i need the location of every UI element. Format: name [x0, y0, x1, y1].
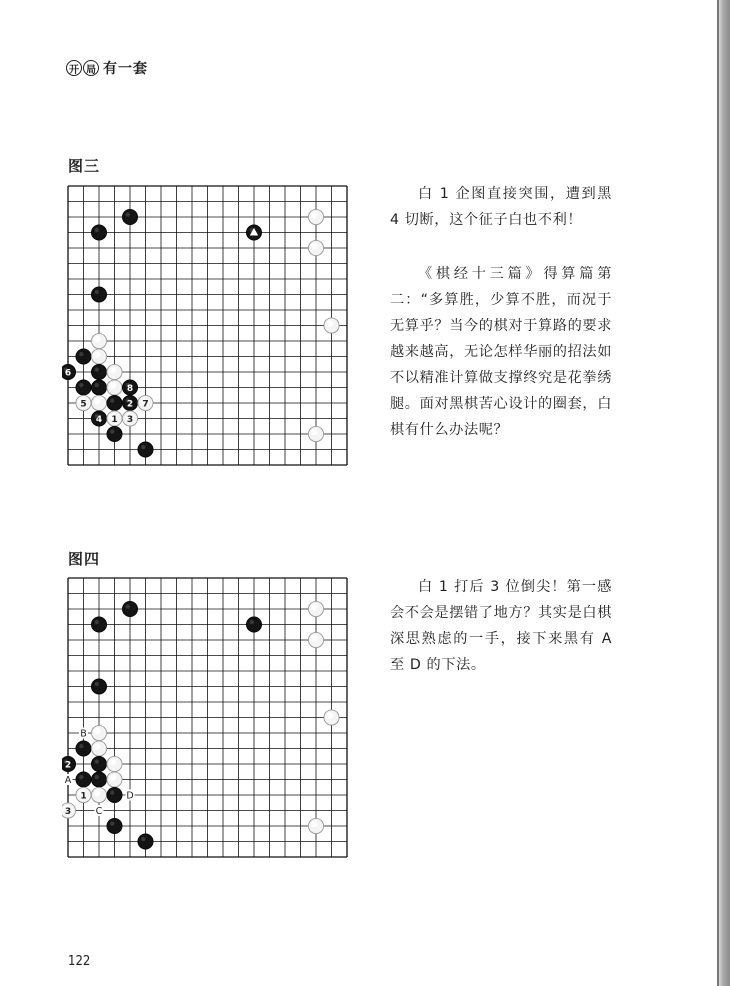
black-stone [246, 617, 261, 632]
page-number: 122 [68, 954, 91, 969]
board-grid [68, 578, 347, 857]
black-stone [122, 601, 137, 616]
move-number: 2 [126, 399, 134, 410]
white-stone [76, 787, 91, 802]
black-stone [122, 380, 137, 395]
black-stone [91, 679, 106, 694]
white-stone [308, 632, 323, 647]
stones [62, 601, 339, 849]
figure4-go-board [62, 572, 366, 874]
figure3-title: 图三 [68, 157, 101, 175]
move-number: 6 [64, 368, 72, 379]
figure3-paragraph-2: 《棋经十三篇》得算篇第二：“多算胜，少算不胜，而况于无算乎？当今的棋对于算路的要求越来越高，无论怎样华丽的招法如不以精准计算做支撑终究是花拳绣腿。面对黑棋苦心设计的圈套，白棋有什么办法呢？ [390, 266, 612, 438]
black-stone [107, 426, 122, 441]
black-stone [122, 209, 137, 224]
white-stone [91, 395, 106, 410]
black-stone [91, 772, 106, 787]
header-badge-ju: 局 [83, 60, 99, 76]
black-stone [76, 380, 91, 395]
figure3-paragraph-1: 白 1 企图直接突围，遭到黑 4 切断，这个征子白也不利！ [390, 186, 612, 228]
move-number: 8 [126, 383, 134, 394]
black-stone [91, 287, 106, 302]
black-stone [246, 225, 261, 240]
black-stone [91, 380, 106, 395]
stones [62, 209, 339, 457]
page-edge [719, 0, 730, 986]
white-stone [91, 725, 106, 740]
white-stone [308, 240, 323, 255]
figure3-go-board [62, 180, 366, 482]
move-number: 3 [64, 806, 72, 817]
black-stone [91, 364, 106, 379]
move-number: 1 [80, 791, 87, 802]
header-title: 有一套 [103, 61, 148, 77]
variation-letter: D [126, 790, 134, 802]
variation-letter: B [80, 728, 87, 740]
white-stone [308, 209, 323, 224]
figure4-title: 图四 [68, 550, 101, 568]
white-stone [91, 741, 106, 756]
white-stone [91, 349, 106, 364]
move-number: 5 [80, 399, 87, 410]
black-stone [62, 364, 76, 379]
black-stone [91, 225, 106, 240]
white-stone [308, 818, 323, 833]
black-stone [107, 818, 122, 833]
black-stone [91, 411, 106, 426]
white-stone [62, 803, 76, 818]
white-stone [324, 710, 339, 725]
white-stone [308, 426, 323, 441]
white-stone [122, 411, 137, 426]
move-number: 3 [126, 414, 134, 425]
black-stone [76, 741, 91, 756]
move-number: 4 [95, 414, 103, 425]
white-stone [138, 395, 153, 410]
black-stone [91, 756, 106, 771]
black-stone [107, 787, 122, 802]
variation-letter: A [64, 774, 72, 786]
black-stone [91, 617, 106, 632]
black-stone [107, 395, 122, 410]
white-stone [107, 756, 122, 771]
black-stone [138, 834, 153, 849]
figure4-paragraph-1: 白 1 打后 3 位倒尖！第一感会不会是摆错了地方？其实是白棋深思熟虑的一手，接下来黑有 A 至 D 的下法。 [390, 579, 612, 673]
white-stone [76, 395, 91, 410]
move-number: 7 [142, 399, 149, 410]
black-stone [138, 442, 153, 457]
white-stone [91, 333, 106, 348]
white-stone [107, 380, 122, 395]
header-badge-kai: 开 [66, 60, 82, 76]
chapter-header [66, 56, 148, 80]
white-stone [107, 411, 122, 426]
variation-letter: C [95, 805, 103, 817]
white-stone [324, 318, 339, 333]
move-number: 1 [111, 414, 118, 425]
black-stone [76, 772, 91, 787]
white-stone [308, 601, 323, 616]
black-stone [122, 395, 137, 410]
white-stone [91, 787, 106, 802]
white-stone [107, 772, 122, 787]
white-stone [107, 364, 122, 379]
move-number: 2 [64, 760, 72, 771]
black-stone [76, 349, 91, 364]
black-stone [62, 756, 76, 771]
